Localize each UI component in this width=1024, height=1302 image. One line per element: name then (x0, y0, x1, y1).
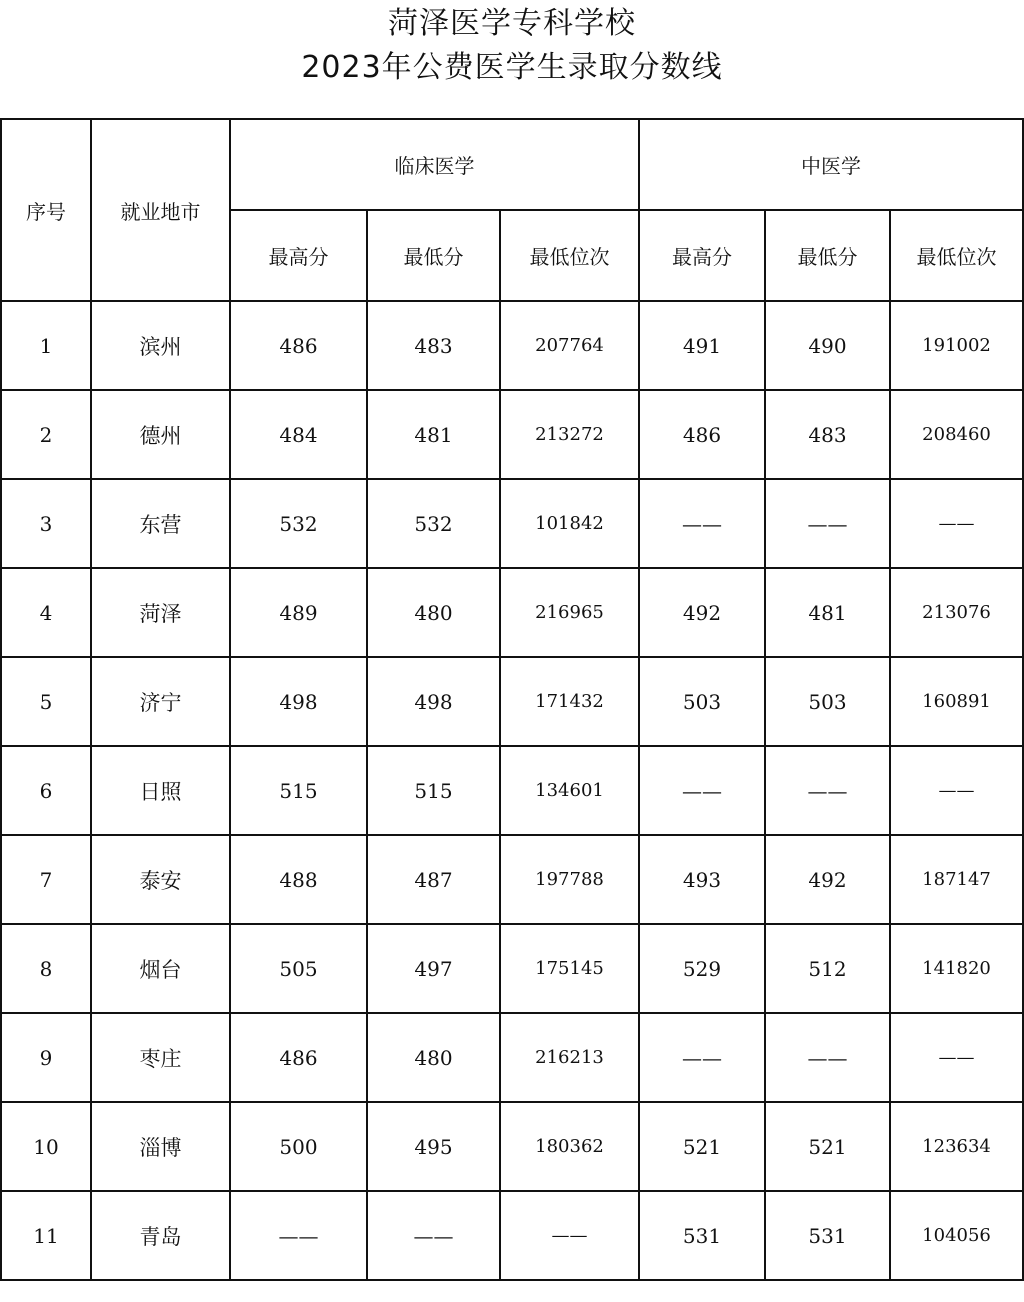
header-city: 就业地市 (91, 119, 230, 301)
table-row (1, 1191, 1023, 1280)
cell-tcm-min: 492 (765, 835, 890, 924)
cell-clinical-max: —— (230, 1191, 367, 1280)
table-row (1, 1013, 1023, 1102)
cell-tcm-min: 483 (765, 390, 890, 479)
cell-tcm-rank: —— (890, 746, 1023, 835)
cell-clinical-min: 515 (367, 746, 500, 835)
cell-tcm-min: 521 (765, 1102, 890, 1191)
cell-tcm-max: —— (639, 1013, 765, 1102)
cell-clinical-rank: 180362 (500, 1102, 639, 1191)
cell-clinical-max: 532 (230, 479, 367, 568)
cell-clinical-min: —— (367, 1191, 500, 1280)
cell-clinical-min: 481 (367, 390, 500, 479)
cell-clinical-rank: —— (500, 1191, 639, 1280)
cell-tcm-rank: 187147 (890, 835, 1023, 924)
table-row (1, 1102, 1023, 1191)
cell-tcm-rank: 191002 (890, 301, 1023, 390)
cell-clinical-min: 532 (367, 479, 500, 568)
document-title: 菏泽医学专科学校 (388, 6, 636, 41)
cell-index: 11 (1, 1191, 91, 1280)
cell-clinical-max: 505 (230, 924, 367, 1013)
cell-tcm-max: 486 (639, 390, 765, 479)
cell-clinical-rank: 175145 (500, 924, 639, 1013)
table-row (1, 390, 1023, 479)
table-row (1, 657, 1023, 746)
cell-city: 日照 (91, 746, 230, 835)
cell-city: 东营 (91, 479, 230, 568)
cell-city: 烟台 (91, 924, 230, 1013)
cell-city: 滨州 (91, 301, 230, 390)
cell-clinical-min: 480 (367, 1013, 500, 1102)
cell-tcm-min: 503 (765, 657, 890, 746)
cell-tcm-max: 492 (639, 568, 765, 657)
cell-index: 7 (1, 835, 91, 924)
table-row (1, 924, 1023, 1013)
cell-tcm-max: —— (639, 479, 765, 568)
cell-clinical-rank: 101842 (500, 479, 639, 568)
admission-score-table (0, 118, 1024, 1281)
cell-tcm-rank: 123634 (890, 1102, 1023, 1191)
cell-clinical-max: 486 (230, 1013, 367, 1102)
cell-clinical-rank: 216213 (500, 1013, 639, 1102)
cell-city: 德州 (91, 390, 230, 479)
cell-tcm-max: 491 (639, 301, 765, 390)
cell-tcm-max: 531 (639, 1191, 765, 1280)
cell-clinical-rank: 171432 (500, 657, 639, 746)
header-group-tcm: 中医学 (639, 119, 1023, 210)
cell-tcm-rank: 141820 (890, 924, 1023, 1013)
cell-clinical-min: 480 (367, 568, 500, 657)
cell-tcm-min: —— (765, 746, 890, 835)
cell-clinical-max: 515 (230, 746, 367, 835)
cell-city: 菏泽 (91, 568, 230, 657)
cell-clinical-rank: 213272 (500, 390, 639, 479)
cell-tcm-max: 529 (639, 924, 765, 1013)
cell-tcm-rank: 208460 (890, 390, 1023, 479)
cell-index: 2 (1, 390, 91, 479)
cell-tcm-max: 493 (639, 835, 765, 924)
table-row (1, 746, 1023, 835)
cell-city: 济宁 (91, 657, 230, 746)
cell-tcm-rank: 160891 (890, 657, 1023, 746)
cell-index: 3 (1, 479, 91, 568)
cell-tcm-min: 531 (765, 1191, 890, 1280)
cell-tcm-rank: 213076 (890, 568, 1023, 657)
cell-clinical-min: 487 (367, 835, 500, 924)
cell-city: 青岛 (91, 1191, 230, 1280)
cell-clinical-min: 498 (367, 657, 500, 746)
cell-clinical-min: 483 (367, 301, 500, 390)
cell-clinical-min: 497 (367, 924, 500, 1013)
cell-clinical-rank: 134601 (500, 746, 639, 835)
cell-index: 5 (1, 657, 91, 746)
cell-clinical-max: 500 (230, 1102, 367, 1191)
cell-tcm-min: —— (765, 1013, 890, 1102)
cell-index: 10 (1, 1102, 91, 1191)
table-row (1, 301, 1023, 390)
cell-tcm-max: 503 (639, 657, 765, 746)
cell-city: 枣庄 (91, 1013, 230, 1102)
cell-index: 1 (1, 301, 91, 390)
header-index: 序号 (1, 119, 91, 301)
header-sub-tcm-min: 最低分 (765, 210, 890, 301)
cell-tcm-min: —— (765, 479, 890, 568)
header-sub-tcm-max: 最高分 (639, 210, 765, 301)
cell-clinical-max: 498 (230, 657, 367, 746)
cell-clinical-max: 488 (230, 835, 367, 924)
header-group-clinical: 临床医学 (230, 119, 639, 210)
table-header (1, 119, 1023, 301)
cell-index: 6 (1, 746, 91, 835)
header-sub-clinical-min: 最低分 (367, 210, 500, 301)
cell-tcm-min: 481 (765, 568, 890, 657)
cell-tcm-rank: 104056 (890, 1191, 1023, 1280)
table-row (1, 835, 1023, 924)
cell-index: 4 (1, 568, 91, 657)
cell-city: 淄博 (91, 1102, 230, 1191)
table-row (1, 568, 1023, 657)
cell-tcm-rank: —— (890, 479, 1023, 568)
cell-clinical-max: 489 (230, 568, 367, 657)
cell-tcm-max: —— (639, 746, 765, 835)
cell-clinical-max: 484 (230, 390, 367, 479)
cell-clinical-rank: 197788 (500, 835, 639, 924)
header-sub-clinical-max: 最高分 (230, 210, 367, 301)
header-sub-tcm-rank: 最低位次 (890, 210, 1023, 301)
cell-clinical-max: 486 (230, 301, 367, 390)
cell-tcm-min: 512 (765, 924, 890, 1013)
cell-clinical-rank: 207764 (500, 301, 639, 390)
cell-tcm-rank: —— (890, 1013, 1023, 1102)
cell-index: 8 (1, 924, 91, 1013)
cell-city: 泰安 (91, 835, 230, 924)
cell-tcm-max: 521 (639, 1102, 765, 1191)
header-sub-clinical-rank: 最低位次 (500, 210, 639, 301)
cell-index: 9 (1, 1013, 91, 1102)
table-row (1, 479, 1023, 568)
cell-clinical-min: 495 (367, 1102, 500, 1191)
table-body (1, 301, 1023, 1280)
cell-tcm-min: 490 (765, 301, 890, 390)
cell-clinical-rank: 216965 (500, 568, 639, 657)
document-subtitle: 2023年公费医学生录取分数线 (301, 50, 723, 85)
